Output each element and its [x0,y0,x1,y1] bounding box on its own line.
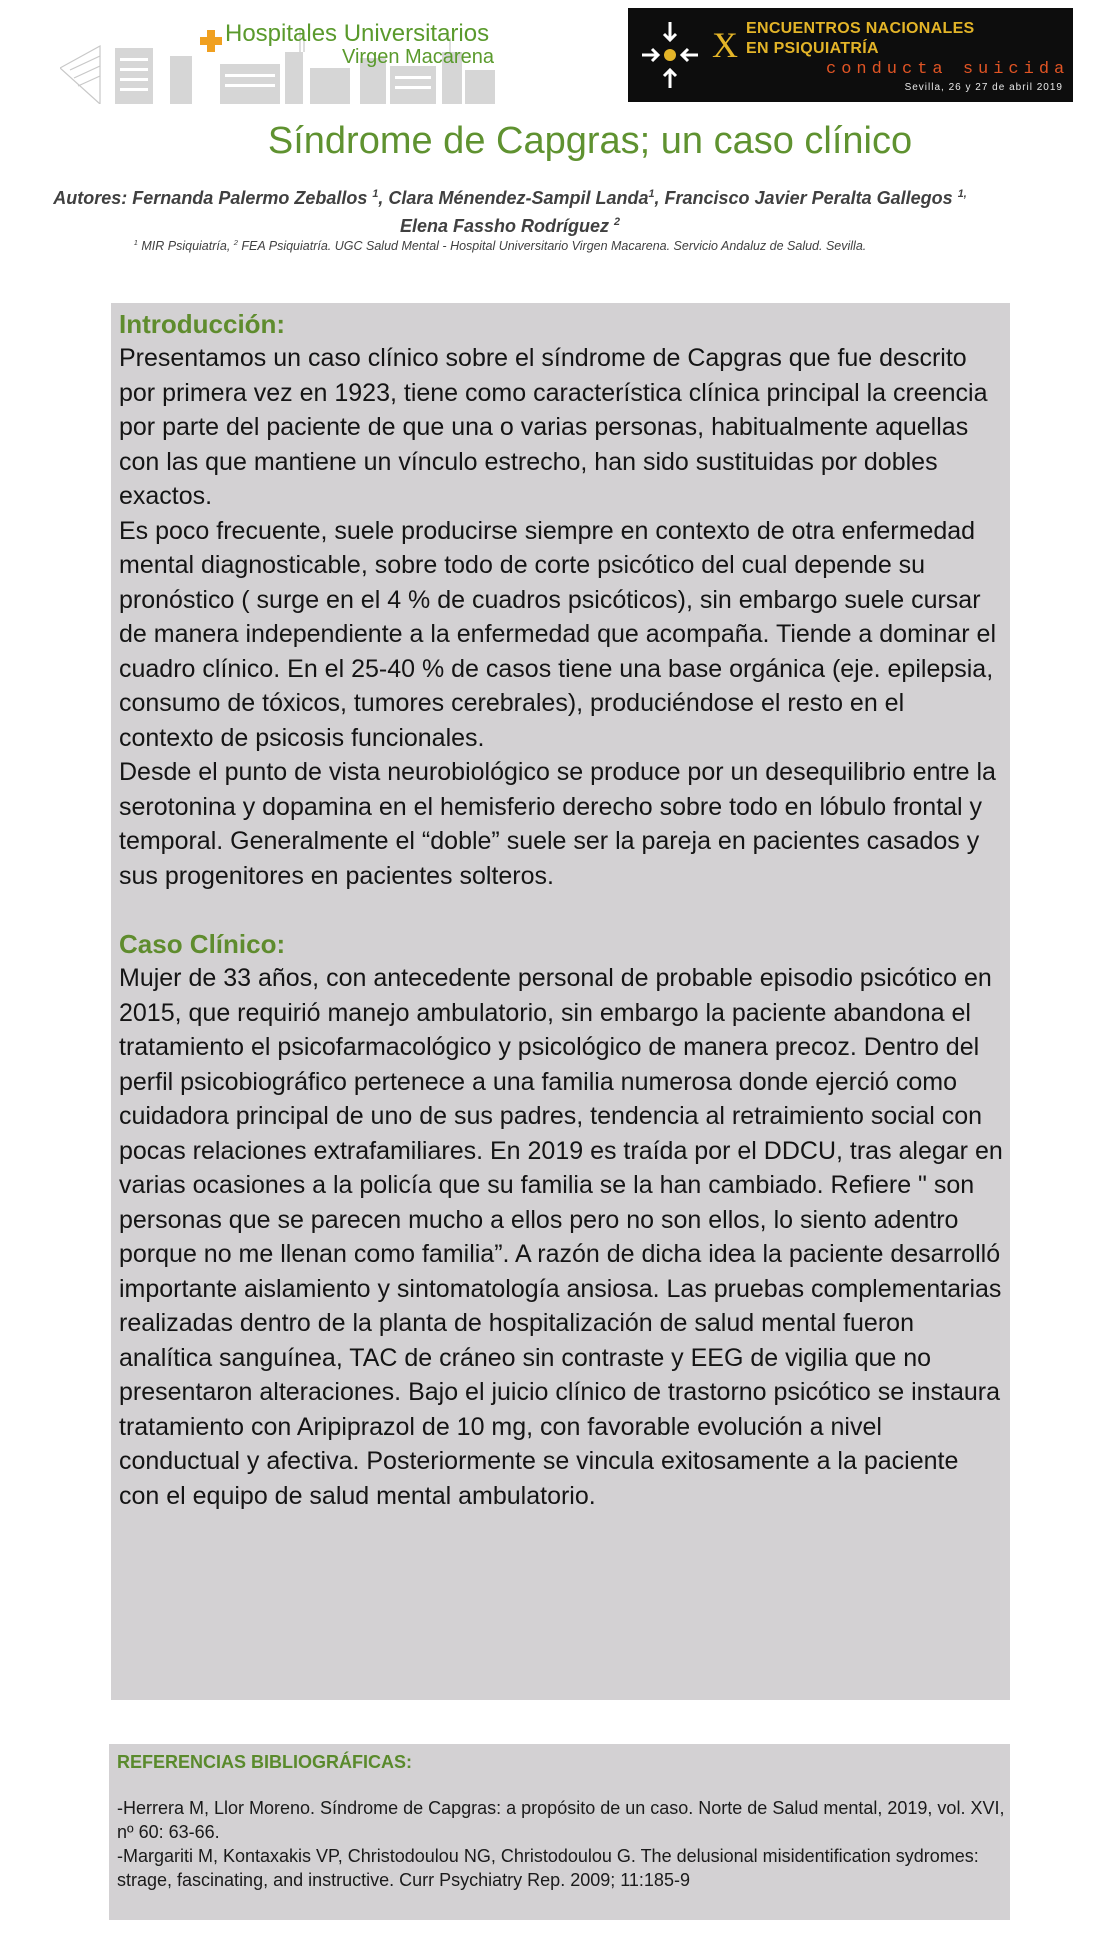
affiliation-mark: 1 [133,238,138,247]
congress-logo [628,8,1073,102]
references-heading: REFERENCIAS BIBLIOGRÁFICAS: [117,1752,413,1772]
cross-icon [200,30,222,52]
author-name: Clara Ménendez-Sampil Landa [388,188,649,208]
congress-edition-numeral: X [712,25,738,65]
case-paragraph: Mujer de 33 años, con antecedente personal de probable episodio psicótico en 2015, que requirió manejo ambulatorio, sin embargo la paciente abandona el tratamiento el psicofarmacológico y psicológico de manera precoz. Dentro del perfil psicobiográfico pertenece a una familia numerosa donde ejerció como cuidadora principal de uno de sus padres, tendencia al retraimiento social con pocas relaciones extrafamiliares. En 2019 es traída por el DDCU, tras alegar en varias ocasiones a la policía que su familia se la han cambiado. Refiere " son personas que se parecen mucho a ellos pero no son ellos, lo siento adentro porque no me llenan como familia”. A razón de dicha idea la paciente desarrolló importante aislamiento y sintomatología ansiosa. Las pruebas complementarias realizadas dentro de la planta de hospitalización de salud mental fueron analítica sanguínea, TAC de cráneo sin contraste y EEG de vigilia que no presentaron alteraciones. Bajo el juicio clínico de trastorno psicótico se instaura tratamiento con Aripiprazol de 10 mg, con favorable evolución a nivel conductual y afectiva. Posteriormente se vincula exitosamente a la paciente con el equipo de salud mental ambulatorio. [119,964,1003,1510]
hospital-logo [60,8,500,104]
reference-item: -Margariti M, Kontaxakis VP, Christodoulou NG, Christodoulou G. The delusional misidentification sydromes: strage, fascinating, and instructive. Curr Psychiatry Rep. 2009; 11:185-9 [117,1846,979,1890]
author-affiliation-mark: 1 [648,188,655,200]
hospital-name-line1: Hospitales Universitarios [225,20,490,47]
author-affiliation-mark: 2 [614,216,621,228]
references-box [109,1744,1010,1920]
arrows-icon [640,18,700,92]
affiliations [0,238,1000,253]
intro-paragraph: Es poco frecuente, suele producirse siempre en contexto de otra enfermedad mental diagnosticable, sobre todo de corte psicótico del cual depende su pronóstico ( surge en el 4 % de cuadros psicóticos), sin embargo suele cursar de manera independiente a la enfermedad que acompaña. Tiende a dominar el cuadro clínico. En el 25-40 % de casos tiene una base orgánica (eje. epilepsia, consumo de tóxicos, tumores cerebrales), produciéndose el resto en el contexto de psicosis funcionales. [119,516,997,752]
author-name: Francisco Javier Peralta Gallegos [664,188,953,208]
content-box [111,303,1010,1700]
author-separator: , [654,188,665,208]
congress-name-line2: EN PSIQUIATRÍA [746,40,879,57]
congress-date: Sevilla, 26 y 27 de abril 2019 [904,82,1063,93]
affiliation-mark: 2 [233,238,238,247]
spacer [119,893,1004,927]
poster-title: Síndrome de Capgras; un caso clínico [267,120,913,162]
section-heading-case: Caso Clínico: [119,929,286,959]
hospital-name-line2: Virgen Macarena [342,46,494,68]
author-affiliation-mark: 1, [957,188,967,200]
congress-name-line1: ENCUENTROS NACIONALES [746,20,975,37]
intro-paragraph: Presentamos un caso clínico sobre el síndrome de Capgras que fue descrito por primera vez en 1923, tiene como característica clínica principal la creencia por parte del paciente de que una o varias personas, habitualmente aquellas con las que mantiene un vínculo estrecho, han sido sustituidas por dobles exactos. [119,344,988,510]
author-affiliation-mark: 1 [372,188,379,200]
authors-prefix: Autores: [53,188,133,208]
reference-item: -Herrera M, Llor Moreno. Síndrome de Capgras: a propósito de un caso. Norte de Salud mental, 2019, vol. XVI, nº 60: 63-66. [117,1798,1005,1842]
intro-paragraph: Desde el punto de vista neurobiológico se produce por un desequilibrio entre la serotonina y dopamina en el hemisferio derecho sobre todo en lóbulo frontal y temporal. Generalmente el “doble” suele ser la pareja en pacientes casados y sus progenitores en pacientes solteros. [119,758,996,890]
author-name: Elena Fassho Rodríguez [399,216,609,236]
congress-topic: conducta suicida [826,60,1070,79]
affiliation-text: MIR Psiquiatría, [137,239,234,254]
author-separator: , [378,188,389,208]
author-name: Fernanda Palermo Zeballos [132,188,368,208]
authors-line [30,182,990,238]
affiliation-text: FEA Psiquiatría. UGC Salud Mental - Hospital Universitario Virgen Macarena. Servicio Andaluz de Salud. Sevilla. [237,239,867,254]
section-heading-introduction: Introducción: [119,309,286,339]
